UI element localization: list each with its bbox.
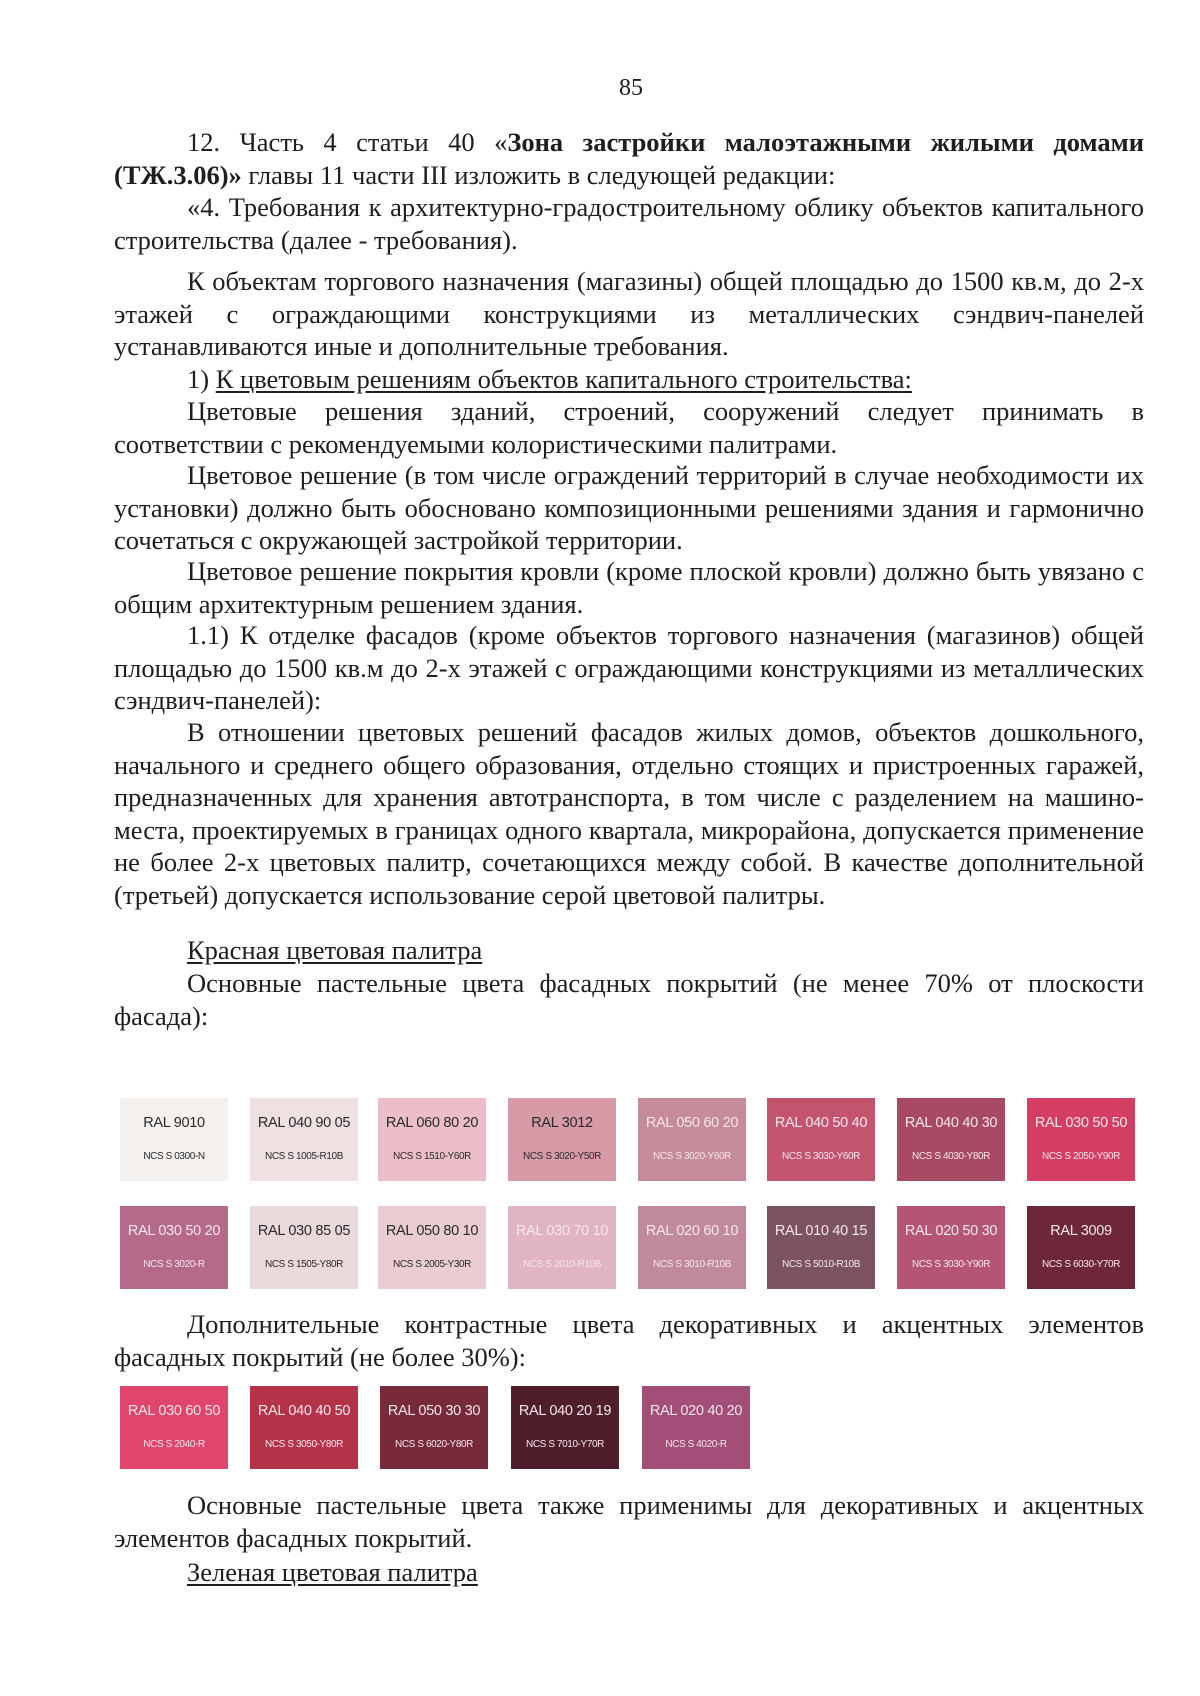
shops-paragraph: К объектам торгового назначения (магазины) общей площадью до 1500 кв.м, до 2-х этажей с ограждающими конструкциями из металлических сэндвич-панелей устанавливаются иные и дополнительные требования.: [114, 266, 1144, 361]
swatch-main-15: [897, 1206, 1005, 1289]
swatch-ral-label: RAL 050 60 20: [645, 1115, 739, 1131]
main-colors-text: Основные пастельные цвета фасадных покрытий (не менее 70% от плоскости фасада):: [114, 968, 1144, 1031]
swatch-ncs-label: NCS S 2050-Y90R: [1042, 1151, 1120, 1162]
swatch-ral-label: RAL 040 40 30: [904, 1115, 998, 1131]
accent-colors-text: Дополнительные контрастные цвета декоративных и акцентных элементов фасадных покрытий (не более 30%):: [114, 1309, 1144, 1372]
swatch-ral-label: RAL 3012: [531, 1115, 593, 1131]
swatch-ral-label: RAL 3009: [1050, 1223, 1112, 1239]
swatch-main-10: [250, 1206, 358, 1289]
swatch-main-4: [508, 1098, 616, 1181]
swatch-ncs-label: NCS S 6020-Y80R: [395, 1439, 473, 1450]
color-paragraph-1: Цветовые решения зданий, строений, сооружений следует принимать в соответствии с рекомендуемыми колористическими палитрами.: [114, 396, 1144, 459]
facade-finish-paragraph: 1.1) К отделке фасадов (кроме объектов торгового назначения (магазинов) общей площадью до 1500 кв.м до 2-х этажей с ограждающими конструкциями из металлических сэндвич-панелей):: [114, 620, 1144, 715]
green-palette-heading-text: Зеленая цветовая палитра: [187, 1557, 478, 1587]
swatch-main-11: [378, 1206, 486, 1289]
swatch-ral-label: RAL 010 40 15: [774, 1223, 868, 1239]
swatch-ral-label: RAL 040 90 05: [257, 1115, 351, 1131]
swatch-ncs-label: NCS S 2010-R10B: [523, 1259, 601, 1270]
swatch-ncs-label: NCS S 6030-Y70R: [1042, 1259, 1120, 1270]
swatch-ncs-label: NCS S 2040-R: [143, 1439, 205, 1450]
swatch-ral-label: RAL 030 70 10: [515, 1223, 609, 1239]
swatch-accent-5: [642, 1386, 750, 1469]
swatch-ncs-label: NCS S 3010-R10B: [653, 1259, 731, 1270]
swatch-ncs-label: NCS S 3020-R: [143, 1259, 205, 1270]
swatch-ral-label: RAL 050 80 10: [385, 1223, 479, 1239]
swatch-ral-label: RAL 020 60 10: [645, 1223, 739, 1239]
swatch-ral-label: RAL 050 30 30: [387, 1403, 481, 1419]
swatch-ral-label: RAL 030 85 05: [257, 1223, 351, 1239]
zone-title: Зона застройки малоэтажными жилыми домами (ТЖ.3.06)»: [114, 127, 1144, 190]
swatch-ral-label: RAL 030 50 20: [127, 1223, 221, 1239]
green-palette-heading: [114, 1556, 1144, 1589]
requirements-paragraph: «4. Требования к архитектурно-градостроительному облику объектов капитального строительства (далее - требования).: [114, 192, 1144, 255]
swatch-main-16: [1027, 1206, 1135, 1289]
red-palette-heading-text: Красная цветовая палитра: [187, 935, 483, 965]
swatch-accent-4: [511, 1386, 619, 1469]
swatch-ncs-label: NCS S 4030-Y80R: [912, 1151, 990, 1162]
swatch-main-14: [767, 1206, 875, 1289]
swatch-ncs-label: NCS S 5010-R10B: [782, 1259, 860, 1270]
swatch-ncs-label: NCS S 3050-Y80R: [265, 1439, 343, 1450]
page-number: 85: [619, 75, 643, 101]
swatch-ral-label: RAL 9010: [143, 1115, 205, 1131]
swatch-ncs-label: NCS S 3030-Y60R: [782, 1151, 860, 1162]
swatch-ncs-label: NCS S 0300-N: [143, 1151, 205, 1162]
swatch-ral-label: RAL 040 40 50: [257, 1403, 351, 1419]
swatch-ral-label: RAL 020 50 30: [904, 1223, 998, 1239]
swatch-main-7: [897, 1098, 1005, 1181]
swatch-main-6: [767, 1098, 875, 1181]
swatch-main-13: [638, 1206, 746, 1289]
intro-paragraph: [114, 126, 1144, 191]
item1-heading-text: К цветовым решениям объектов капитального строительства:: [215, 364, 912, 394]
pastel-note: Основные пастельные цвета также применимы для декоративных и акцентных элементов фасадных покрытий.: [114, 1490, 1144, 1553]
swatch-ncs-label: NCS S 3030-Y90R: [912, 1259, 990, 1270]
intro-lead: 12. Часть 4 статьи 40 «: [187, 127, 508, 157]
swatch-ncs-label: NCS S 2005-Y30R: [393, 1259, 471, 1270]
swatch-accent-3: [380, 1386, 488, 1469]
item1-heading: [114, 363, 1144, 396]
swatch-main-9: [120, 1206, 228, 1289]
red-palette-heading: [114, 934, 1144, 967]
swatch-main-3: [378, 1098, 486, 1181]
swatch-ncs-label: NCS S 1505-Y80R: [265, 1259, 343, 1270]
swatch-main-2: [250, 1098, 358, 1181]
intro-tail: главы 11 части III изложить в следующей редакции:: [241, 159, 836, 190]
swatch-main-12: [508, 1206, 616, 1289]
swatch-ral-label: RAL 030 60 50: [127, 1403, 221, 1419]
swatch-ncs-label: NCS S 3020-Y60R: [653, 1151, 731, 1162]
swatch-ncs-label: NCS S 1005-R10B: [265, 1151, 343, 1162]
swatch-accent-2: [250, 1386, 358, 1469]
swatch-ncs-label: NCS S 4020-R: [665, 1439, 727, 1450]
item1-number: 1): [187, 364, 210, 394]
swatch-main-8: [1027, 1098, 1135, 1181]
palettes-paragraph: В отношении цветовых решений фасадов жилых домов, объектов дошкольного, начального и среднего общего образования, отдельно стоящих и пристроенных гаражей, предназначенных для хранения автотранспорта, в том числе с разделением на машино-места, проектируемых в границах одного квартала, микрорайона, допускается применение не более 2-х цветовых палитр, сочетающихся между собой. В качестве дополнительной (третьей) допускается использование серой цветовой палитры.: [114, 717, 1144, 910]
swatch-ral-label: RAL 040 20 19: [518, 1403, 612, 1419]
swatch-ncs-label: NCS S 3020-Y50R: [523, 1151, 601, 1162]
color-paragraph-3: Цветовое решение покрытия кровли (кроме плоской кровли) должно быть увязано с общим архитектурным решением здания.: [114, 556, 1144, 619]
swatch-accent-1: [120, 1386, 228, 1469]
swatch-main-1: [120, 1098, 228, 1181]
swatch-ral-label: RAL 060 80 20: [385, 1115, 479, 1131]
swatch-ral-label: RAL 020 40 20: [649, 1403, 743, 1419]
swatch-ral-label: RAL 030 50 50: [1034, 1115, 1128, 1131]
swatch-ral-label: RAL 040 50 40: [774, 1115, 868, 1131]
swatch-ncs-label: NCS S 7010-Y70R: [526, 1439, 604, 1450]
swatch-ncs-label: NCS S 1510-Y60R: [393, 1151, 471, 1162]
swatch-main-5: [638, 1098, 746, 1181]
color-paragraph-2: Цветовое решение (в том числе ограждений территорий в случае необходимости их установки) должно быть обосновано композиционными решениями здания и гармонично сочетаться с окружающей застройкой территории.: [114, 460, 1144, 555]
